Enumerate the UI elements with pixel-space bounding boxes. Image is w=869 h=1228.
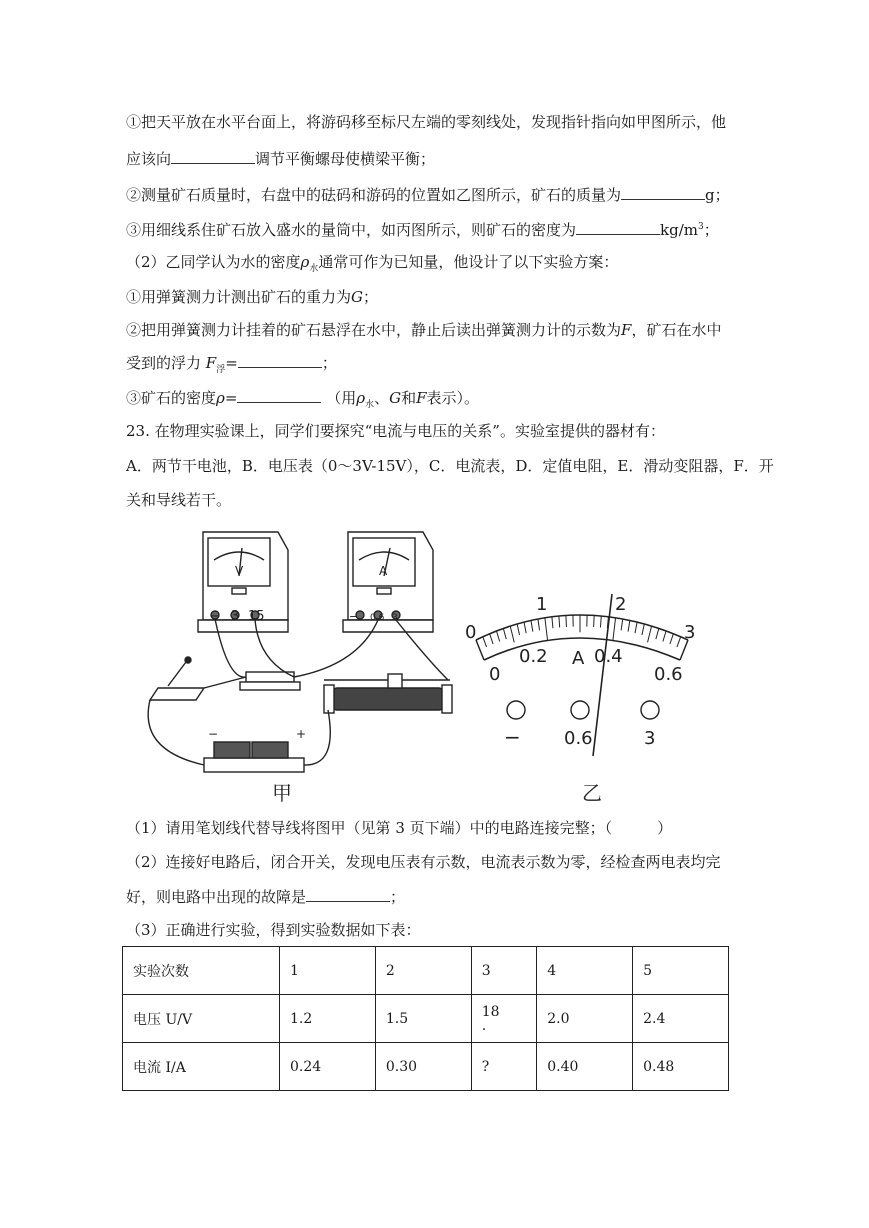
caption-left: 甲 <box>272 781 292 805</box>
switch <box>150 657 204 700</box>
dial-tick <box>663 631 666 642</box>
ammeter-terminal-3: 3 <box>392 613 398 623</box>
dial-tick <box>503 628 506 639</box>
dial-tick <box>600 616 601 627</box>
dial-tick <box>635 622 637 633</box>
table-cell: 1 <box>280 947 376 995</box>
battery-minus-label: − <box>208 727 219 741</box>
dial-tick <box>656 628 659 639</box>
table-cell: 3 <box>471 947 537 995</box>
dial-label-bottom-0: 0 <box>489 664 501 685</box>
dial-label-bottom-0.4: 0.4 <box>594 646 623 667</box>
text-line-6: ①用弹簧测力计测出矿石的重力为G； <box>126 288 379 306</box>
dial-unit: A <box>572 648 585 669</box>
ammeter-terminal-0.6: 0.6 <box>370 613 385 623</box>
dial-tick <box>670 634 673 644</box>
question-23-stem: 23. 在物理实验课上，同学们要探究“电流与电压的关系”。实验室提供的器材有： <box>126 422 665 440</box>
table-row <box>123 1043 729 1091</box>
table-cell: 1.5 <box>375 995 471 1043</box>
sliding-rheostat <box>324 674 452 713</box>
table-cell: 4 <box>537 947 633 995</box>
text-line-8: 受到的浮力 $F_浮=$ ； <box>126 354 337 375</box>
dial-needle <box>593 594 612 756</box>
equipment-list-1: A．两节干电池，B．电压表（0～3V-15V），C．电流表，D．定值电阻，E．滑动变阻器，F．开 <box>126 457 774 475</box>
battery-plus-label: + <box>296 727 307 741</box>
text-line-3: ②测量矿石质量时，右盘中的砝码和游码的位置如乙图所示，矿石的质量为 g； <box>126 186 730 204</box>
dial-tick <box>524 622 526 633</box>
answer-blank-rho[interactable] <box>237 387 321 403</box>
dial-tick <box>628 620 630 631</box>
dial-tick <box>496 631 499 642</box>
dial-tick <box>510 626 514 642</box>
table-row <box>123 947 729 995</box>
dial-label-top-1: 1 <box>536 594 548 615</box>
voltmeter-terminal-minus: − <box>210 609 221 624</box>
table-cell: 电流 I/A <box>123 1043 280 1091</box>
battery-pack <box>204 742 304 772</box>
table-cell: 0.24 <box>280 1043 376 1091</box>
text-line-7: ②把用弹簧测力计挂着的矿石悬浮在水中，静止后读出弹簧测力计的示数为F，矿石在水中 <box>126 321 722 339</box>
text-line-4: ③用细线系住矿石放入盛水的量筒中，如丙图所示，则矿石的密度为 $kg/m^3$； <box>126 221 719 239</box>
answer-blank-buoyancy[interactable] <box>238 352 322 368</box>
table-cell: 2 <box>375 947 471 995</box>
caption-right: 乙 <box>582 781 602 805</box>
sub-question-2: （2）连接好电路后，闭合开关，发现电压表有示数，电流表示数为零，经检查两电表均完 <box>126 853 721 871</box>
dial-label-bottom-0.2: 0.2 <box>519 646 548 667</box>
dial-tick <box>594 615 595 626</box>
table-cell: 5 <box>633 947 729 995</box>
table-cell: 1.2 <box>280 995 376 1043</box>
voltmeter-terminal-15: 15 <box>248 609 265 624</box>
dial-label-top-0: 0 <box>465 622 477 643</box>
text-line-5: （2）乙同学认为水的密度$\rho_水$通常可作为已知量，他设计了以下实验方案： <box>126 253 619 274</box>
dial-tick <box>677 637 681 647</box>
dial-tick <box>621 619 623 630</box>
table-cell: 18 . <box>471 995 537 1043</box>
dial-terminal-3: 3 <box>644 728 656 749</box>
dial-label-bottom-0.6: 0.6 <box>654 664 683 685</box>
data-table <box>122 946 729 1091</box>
dial-tick <box>642 624 644 635</box>
text-line-9: ③矿石的密度ρ= （用$\rho_水$、G和F表示）。 <box>126 389 480 410</box>
circuit-figure <box>128 520 728 810</box>
dial-tick <box>483 637 487 647</box>
dial-tick <box>476 640 484 660</box>
dial-tick <box>552 617 553 628</box>
sub-question-2-cont: 好，则电路中出现的故障是 ； <box>126 888 406 906</box>
dial-tick <box>517 624 519 635</box>
table-cell: 电压 U/V <box>123 995 280 1043</box>
dial-terminal-minus: − <box>504 725 521 749</box>
dial-tick <box>538 619 540 630</box>
dial-label-top-2: 2 <box>615 594 627 615</box>
dial-terminal-0.6: 0.6 <box>564 728 593 749</box>
sub-question-1: （1）请用笔划线代替导线将图甲（见第 3 页下端）中的电路连接完整；（ ） <box>126 819 673 837</box>
answer-blank-fault[interactable] <box>306 886 390 902</box>
table-cell: ? <box>471 1043 537 1091</box>
ammeter-terminal-minus: − <box>349 610 359 623</box>
dial-label-top-3: 3 <box>684 622 696 643</box>
sub-question-3: （3）正确进行实验，得到实验数据如下表： <box>126 921 421 939</box>
text-line-2: 应该向 调节平衡螺母使横梁平衡； <box>126 150 436 168</box>
table-row <box>123 995 729 1043</box>
table-cell: 实验次数 <box>123 947 280 995</box>
table-cell: 2.0 <box>537 995 633 1043</box>
dial-tick <box>559 616 560 627</box>
dial-tick <box>531 620 533 631</box>
voltmeter-terminal-3: 3 <box>231 609 240 624</box>
fixed-resistor <box>240 672 300 690</box>
ammeter-letter: A <box>379 564 388 578</box>
dial-tick <box>545 618 548 641</box>
table-cell: 0.48 <box>633 1043 729 1091</box>
dial-tick <box>613 618 616 641</box>
text-line-1: ①把天平放在水平台面上，将游码移至标尺左端的零刻线处，发现指针指向如甲图所示，他 <box>126 113 727 131</box>
answer-blank-mass[interactable] <box>621 184 705 200</box>
answer-blank-density[interactable] <box>576 219 660 235</box>
dial-tick <box>490 634 493 644</box>
table-cell: 2.4 <box>633 995 729 1043</box>
voltmeter-letter: V <box>235 564 244 578</box>
table-cell: 0.30 <box>375 1043 471 1091</box>
equipment-list-2: 关和导线若干。 <box>126 491 232 509</box>
dial-tick <box>566 615 567 626</box>
dial-tick <box>680 640 688 660</box>
answer-blank-direction[interactable] <box>171 148 255 164</box>
table-cell: 0.40 <box>537 1043 633 1091</box>
dial-tick <box>648 626 652 642</box>
